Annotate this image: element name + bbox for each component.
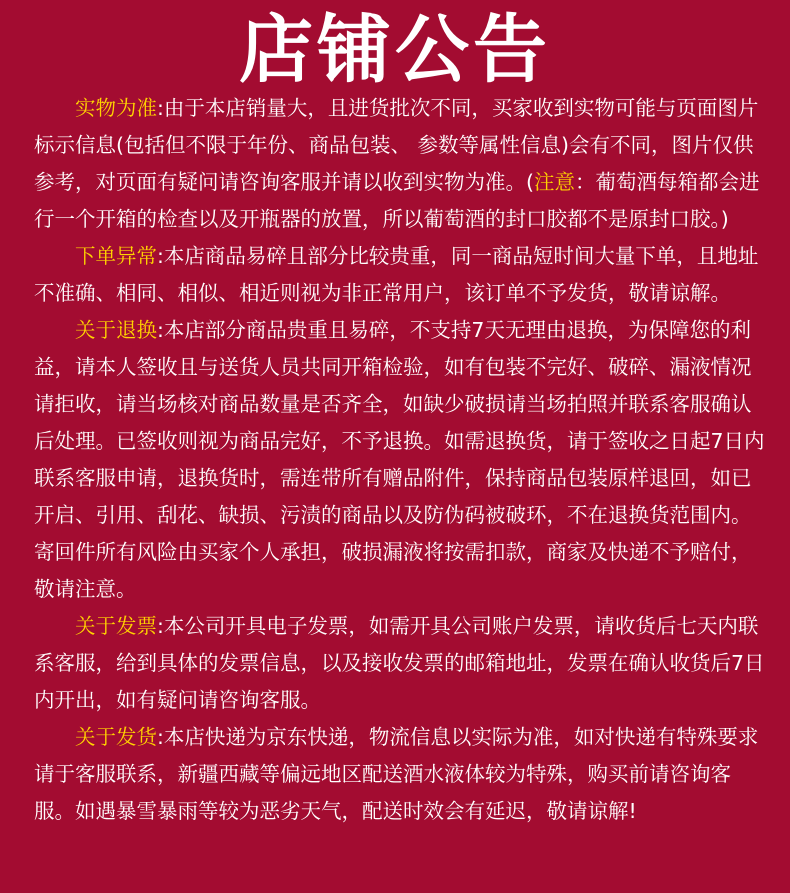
section-body: :本店商品易碎且部分比较贵重，同一商品短时间大量下单，且地址不准确、相同、相似、相近则视为非正常用户，该订单不予发货，敬请谅解。 [34, 244, 759, 305]
section-body: :本店快递为京东快递，物流信息以实际为准，如对快递有特殊要求请于客服联系，新疆西藏等偏远地区配送酒水液体较为特殊，购买前请咨询客服。如遇暴雪暴雨等较为恶劣天气，配送时效会有延迟，敬请谅解! [34, 725, 759, 823]
section-heading: 关于发票 [75, 614, 157, 638]
section-heading: 关于发货 [75, 725, 157, 749]
section-returns [34, 312, 766, 608]
note-label: 注意 [534, 170, 575, 194]
section-invoice [34, 608, 766, 719]
section-shipping [34, 719, 766, 830]
section-body: :由于本店销量大，且进货批次不同，买家收到实物可能与页面图片标示信息(包括但不限于年份、商品包装、 参数等属性信息)会有不同，图片仅供参考，对页面有疑问请咨询客服并请以收到实物为准。( [34, 96, 759, 194]
section-order-exception [34, 238, 766, 312]
section-heading: 下单异常 [75, 244, 157, 268]
section-heading: 关于退换 [75, 318, 157, 342]
section-body: :本店部分商品贵重且易碎，不支持7天无理由退换，为保障您的利益，请本人签收且与送货人员共同开箱检验，如有包装不完好、破碎、漏液情况请拒收，请当场核对商品数量是否齐全，如缺少破损请当场拍照并联系客服确认后处理。已签收则视为商品完好，不予退换。如需退换货，请于签收之日起7日内联系客服申请，退换货时，需连带所有赠品附件，保持商品包装原样退回，如已开启、引用、刮花、缺损、污渍的商品以及防伪码被破环，不在退换货范围内。寄回件所有风险由买家个人承担，破损漏液将按需扣款，商家及快递不予赔付，敬请注意。 [34, 318, 765, 601]
page-title: 店铺公告 [239, 7, 551, 93]
notice-content [34, 90, 766, 830]
section-body: :本公司开具电子发票，如需开具公司账户发票，请收货后七天内联系客服，给到具体的发票信息，以及接收发票的邮箱地址，发票在确认收货后7日内开出，如有疑问请咨询客服。 [34, 614, 765, 712]
section-actual-goods [34, 90, 766, 238]
section-body-continued: ：葡萄酒每箱都会进行一个开箱的检查以及开瓶器的放置，所以葡萄酒的封口胶都不是原封口胶。) [34, 170, 760, 231]
section-heading: 实物为准 [75, 96, 157, 120]
